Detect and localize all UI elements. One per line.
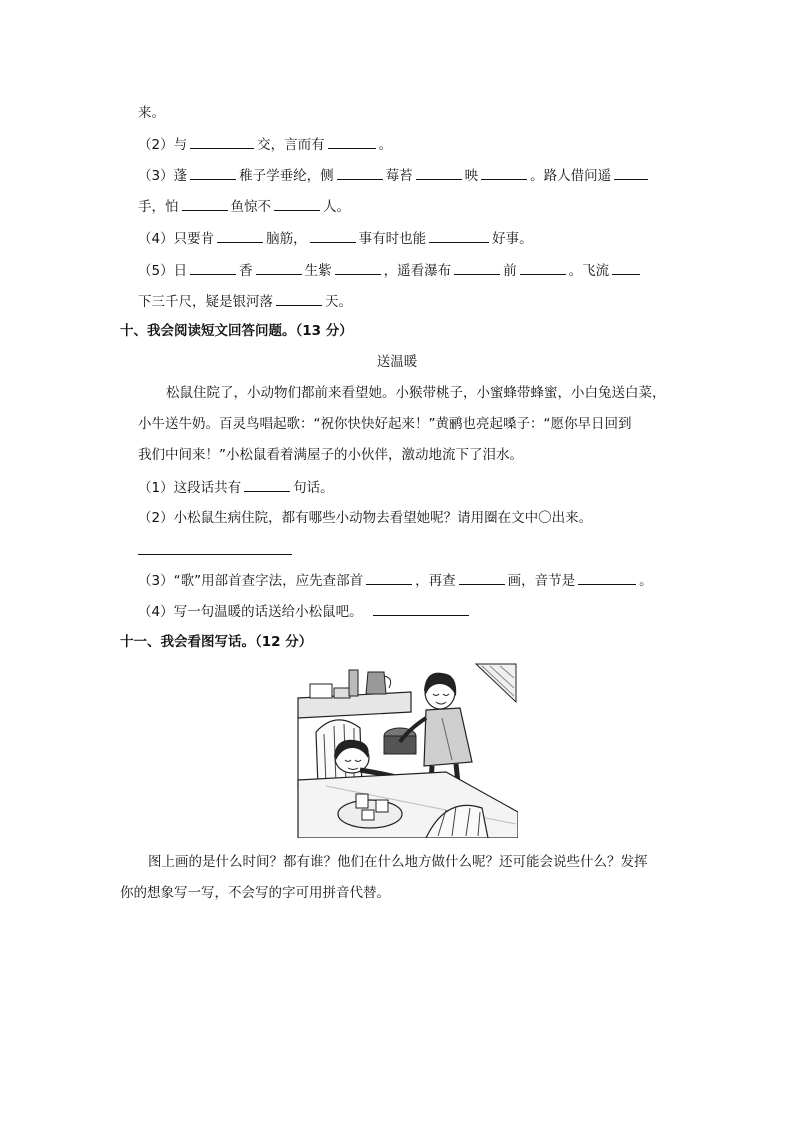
- text-segment: 鱼惊不: [230, 199, 271, 215]
- question-number: （5）: [138, 263, 174, 279]
- text-segment: 句话。: [293, 480, 334, 496]
- story-title: 送温暖: [376, 354, 418, 370]
- blank-line[interactable]: [190, 134, 254, 149]
- question-number: （4）: [138, 231, 174, 247]
- cleaning-table-illustration: [296, 662, 518, 838]
- question-number: （3）: [138, 168, 174, 184]
- poem-question-3-line-2: [138, 196, 350, 217]
- text-segment: 映: [464, 168, 479, 184]
- blank-line[interactable]: [373, 601, 469, 616]
- story-paragraph-line-3: 我们中间来！”小松鼠看着满屋子的小伙伴，激动地流下了泪水。: [138, 447, 523, 463]
- text-segment: 。: [378, 137, 393, 153]
- text-segment: 莓苔: [385, 168, 413, 184]
- blank-line[interactable]: [481, 165, 527, 180]
- blank-line[interactable]: [366, 570, 412, 585]
- poem-question-5-line-1: [138, 260, 643, 281]
- text-segment: ，再查: [415, 573, 456, 589]
- blank-line[interactable]: [276, 291, 322, 306]
- blank-line[interactable]: [416, 165, 462, 180]
- blank-line[interactable]: [217, 228, 263, 243]
- blank-line[interactable]: [578, 570, 636, 585]
- text-segment: 前: [503, 263, 517, 279]
- writing-instruction-line-2: 你的想象写一写，不会写的字可用拼音代替。: [120, 885, 390, 901]
- question-number: （2）: [138, 137, 174, 153]
- blank-line[interactable]: [328, 134, 376, 149]
- text-segment: 人。: [323, 199, 350, 215]
- question-number: （3）: [138, 573, 174, 589]
- blank-line[interactable]: [274, 196, 320, 211]
- section-10-heading: 十、我会阅读短文回答问题。（13 分）: [120, 323, 353, 339]
- blank-line[interactable]: [429, 228, 489, 243]
- text-segment: 手，怕: [138, 199, 179, 215]
- text-segment: 。路人借问遥: [530, 168, 612, 184]
- text-segment: 蓬: [173, 168, 188, 184]
- reading-question-1: [138, 477, 334, 498]
- poem-question-4: [138, 228, 533, 249]
- poem-continuation: 来。: [138, 105, 165, 121]
- blank-line[interactable]: [190, 260, 236, 275]
- blank-line[interactable]: [454, 260, 500, 275]
- blank-line[interactable]: [310, 228, 356, 243]
- reading-question-2: （2）小松鼠生病住院，都有哪些小动物去看望她呢？请用圈在文中〇出来。: [138, 510, 593, 526]
- text-segment: “歌”用部首查字法，应先查部首: [173, 573, 364, 589]
- text-segment: 稚子学垂纶，侧: [239, 168, 334, 184]
- text-segment: 这段话共有: [173, 480, 242, 496]
- text-segment: 。飞流: [568, 263, 610, 279]
- writing-instruction-line-1: 图上画的是什么时间？都有谁？他们在什么地方做什么呢？还可能会说些什么？发挥: [148, 854, 648, 870]
- text-segment: （4）写一句温暖的话送给小松鼠吧。: [138, 604, 363, 620]
- text-segment: ，遥看瀑布: [383, 263, 452, 279]
- text-segment: 香: [239, 263, 253, 279]
- question-number: （1）: [138, 480, 174, 496]
- reading-question-4: [138, 601, 472, 622]
- blank-line[interactable]: [335, 260, 381, 275]
- blank-line[interactable]: [182, 196, 228, 211]
- text-segment: 脑筋，: [266, 231, 307, 247]
- blank-line[interactable]: [520, 260, 566, 275]
- story-paragraph-line-2: 小牛送牛奶。百灵鸟唱起歌：“祝你快快好起来！”黄鹂也亮起嗓子：“愿你早日回到: [138, 416, 632, 432]
- poem-question-5-line-2: [138, 291, 352, 312]
- blank-line[interactable]: [612, 260, 640, 275]
- text-segment: 交，言而有: [257, 137, 325, 153]
- text-segment: 日: [173, 263, 188, 279]
- text-segment: 生紫: [304, 263, 332, 279]
- blank-line[interactable]: [614, 165, 648, 180]
- blank-line[interactable]: [337, 165, 383, 180]
- answer-line[interactable]: [138, 554, 292, 555]
- blank-line[interactable]: [459, 570, 505, 585]
- text-segment: 天。: [325, 294, 352, 310]
- blank-line[interactable]: [256, 260, 302, 275]
- story-paragraph-line-1: 松鼠住院了，小动物们都前来看望她。小猴带桃子，小蜜蜂带蜂蜜，小白兔送白菜，: [166, 385, 666, 401]
- text-segment: 下三千尺，疑是银河落: [138, 294, 273, 310]
- text-segment: 与: [173, 137, 188, 153]
- blank-line[interactable]: [190, 165, 236, 180]
- text-segment: 只要肯: [173, 231, 215, 247]
- text-segment: 。: [639, 573, 653, 589]
- text-segment: 画，音节是: [507, 573, 576, 589]
- poem-question-2: [138, 134, 392, 155]
- section-11-heading: 十一、我会看图写话。（12 分）: [120, 634, 313, 650]
- text-segment: 好事。: [492, 231, 533, 247]
- blank-line[interactable]: [244, 477, 290, 492]
- reading-question-3: [138, 570, 653, 591]
- poem-question-3-line-1: [138, 165, 651, 186]
- text-segment: 事有时也能: [358, 231, 427, 247]
